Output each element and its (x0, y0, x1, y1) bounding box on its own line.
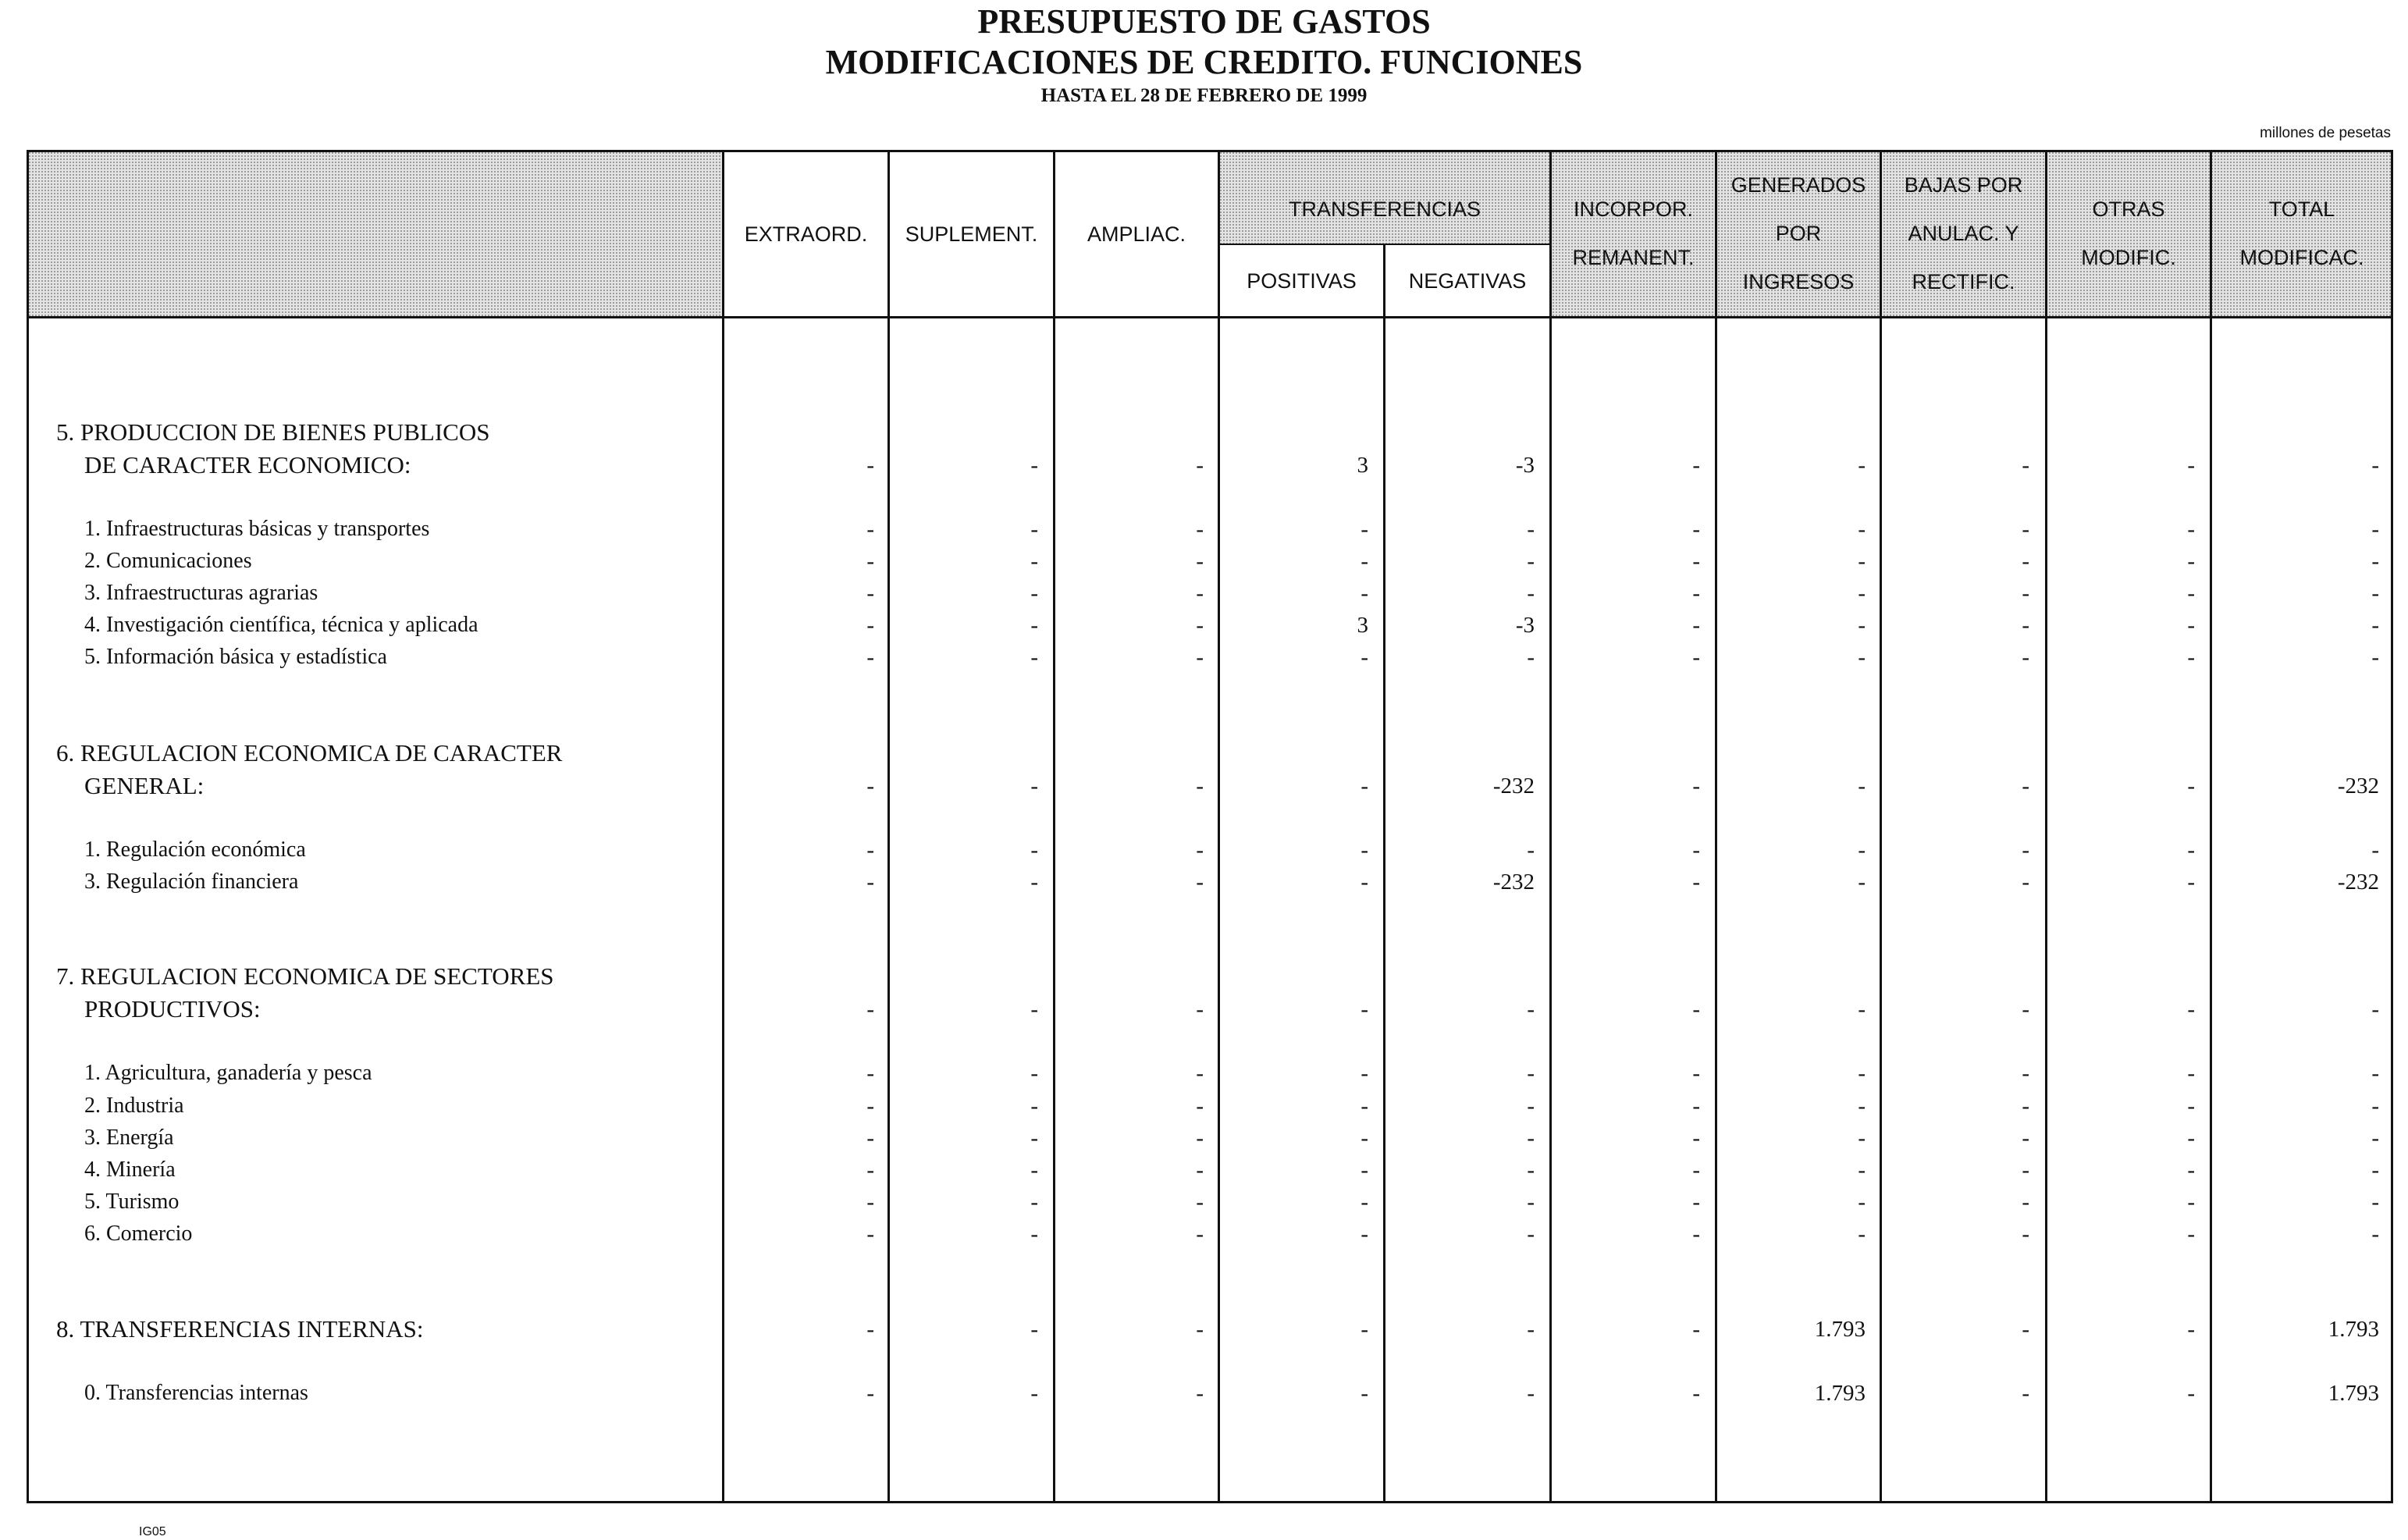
value-cell: - (2187, 1158, 2195, 1183)
value-cell: - (1196, 453, 1204, 478)
value-cell: - (1692, 1126, 1700, 1151)
value-cell: - (2022, 1190, 2029, 1215)
report-title: PRESUPUESTO DE GASTOS (977, 2, 1431, 41)
value-cell: - (2371, 517, 2379, 542)
value-cell: - (1692, 1061, 1700, 1086)
value-cell: - (1196, 581, 1204, 606)
value-cell: - (1858, 774, 1866, 798)
value-cell: - (1030, 1061, 1038, 1086)
value-cell: - (1692, 1222, 1700, 1247)
value-cell: - (1361, 1222, 1368, 1247)
col-divider (722, 150, 724, 1503)
value-cell: - (1030, 1094, 1038, 1119)
value-cell: - (2371, 453, 2379, 478)
value-cell: - (1858, 1190, 1866, 1215)
col-header-ampliac: AMPLIAC. (1087, 222, 1186, 246)
value-cell: - (1030, 838, 1038, 862)
value-cell: - (2022, 1222, 2029, 1247)
table-row (28, 770, 2392, 802)
value-cell: - (2187, 1222, 2195, 1247)
value-cell: - (2022, 1061, 2029, 1086)
value-cell: - (1030, 549, 1038, 574)
row-label: 3. Regulación financiera (84, 870, 299, 894)
value-cell: - (1527, 581, 1535, 606)
value-cell: - (1196, 549, 1204, 574)
value-cell: - (1030, 774, 1038, 798)
value-cell: - (1361, 1158, 1368, 1183)
value-cell: - (1196, 1381, 1204, 1406)
value-cell: - (2187, 1317, 2195, 1342)
value-cell: - (1030, 517, 1038, 542)
value-cell: - (1030, 1158, 1038, 1183)
row-label: 4. Minería (84, 1158, 176, 1182)
value-cell: - (1692, 1317, 1700, 1342)
value-cell: - (1692, 774, 1700, 798)
value-cell: - (2371, 1222, 2379, 1247)
value-cell: - (1858, 581, 1866, 606)
value-cell: - (1196, 774, 1204, 798)
value-cell: - (1196, 870, 1204, 894)
table-row (28, 1154, 2392, 1186)
value-cell: - (2187, 774, 2195, 798)
table-row (28, 1218, 2392, 1250)
value-cell: - (1692, 1381, 1700, 1406)
value-cell: - (1030, 1317, 1038, 1342)
value-cell: - (1030, 613, 1038, 638)
value-cell: - (1527, 549, 1535, 574)
value-cell: - (866, 581, 874, 606)
table-row (28, 609, 2392, 642)
units-label: millones de pesetas (2260, 125, 2391, 141)
value-cell: - (1196, 1190, 1204, 1215)
col-header-suplement: SUPLEMENT. (905, 222, 1038, 246)
table-row (28, 513, 2392, 546)
value-cell: -232 (2337, 774, 2379, 798)
value-cell: - (1361, 517, 1368, 542)
value-cell: - (2022, 549, 2029, 574)
row-label: 1. Regulación económica (84, 838, 306, 862)
value-cell: - (2187, 645, 2195, 670)
row-label: 1. Infraestructuras básicas y transportes (84, 517, 430, 541)
value-cell: - (1361, 838, 1368, 862)
value-cell: - (1527, 645, 1535, 670)
value-cell: - (2371, 1190, 2379, 1215)
value-cell: - (2022, 1094, 2029, 1119)
table-row (28, 1057, 2392, 1090)
col-header-bajas-anulac: ANULAC. Y (1908, 222, 2019, 245)
value-cell: - (1361, 997, 1368, 1022)
value-cell: - (1361, 1190, 1368, 1215)
report-date: HASTA EL 28 DE FEBRERO DE 1999 (1040, 85, 1368, 106)
value-cell: - (1361, 774, 1368, 798)
value-cell: - (1858, 1158, 1866, 1183)
col-header-bajas: BAJAS POR (1904, 173, 2023, 197)
value-cell: - (2022, 581, 2029, 606)
col-header-generados-ingresos: INGRESOS (1742, 270, 1855, 293)
value-cell: - (1030, 1126, 1038, 1151)
value-cell: - (2022, 1158, 2029, 1183)
value-cell: - (1196, 1126, 1204, 1151)
value-cell: 1.793 (1814, 1381, 1866, 1406)
value-cell: - (2371, 997, 2379, 1022)
value-cell: - (2371, 1061, 2379, 1086)
value-cell: - (1527, 1094, 1535, 1119)
value-cell: - (2371, 645, 2379, 670)
value-cell: - (2022, 774, 2029, 798)
value-cell: - (866, 1381, 874, 1406)
table-row (28, 866, 2392, 898)
value-cell: - (866, 1190, 874, 1215)
value-cell: - (1196, 1094, 1204, 1119)
value-cell: - (2187, 1190, 2195, 1215)
table-row (28, 577, 2392, 610)
value-cell: - (2187, 1061, 2195, 1086)
table-row (28, 834, 2392, 866)
value-cell: - (1527, 997, 1535, 1022)
value-cell: - (1196, 517, 1204, 542)
value-cell: - (866, 838, 874, 862)
col-header-extraord: EXTRAORD. (744, 222, 868, 246)
value-cell: - (2022, 1126, 2029, 1151)
section-label: 7. REGULACION ECONOMICA DE SECTORES (56, 962, 554, 990)
value-cell: - (1858, 870, 1866, 894)
value-cell: - (866, 1158, 874, 1183)
table-row (28, 737, 2392, 770)
value-cell: - (1030, 1190, 1038, 1215)
value-cell: - (2022, 838, 2029, 862)
value-cell: - (1527, 1158, 1535, 1183)
col-divider (1053, 150, 1055, 1503)
value-cell: - (1692, 581, 1700, 606)
header-separator (28, 316, 2392, 318)
col-divider (887, 150, 890, 1503)
value-cell: - (866, 1094, 874, 1119)
value-cell: - (866, 1061, 874, 1086)
value-cell: - (2187, 838, 2195, 862)
section-label: 5. PRODUCCION DE BIENES PUBLICOS (56, 418, 490, 446)
value-cell: - (866, 1222, 874, 1247)
value-cell: - (1361, 1126, 1368, 1151)
value-cell: - (1858, 645, 1866, 670)
value-cell: - (2022, 870, 2029, 894)
value-cell: - (1361, 645, 1368, 670)
value-cell: - (1527, 1381, 1535, 1406)
value-cell: - (2187, 613, 2195, 638)
value-cell: - (2371, 613, 2379, 638)
value-cell: - (866, 774, 874, 798)
value-cell: - (866, 453, 874, 478)
value-cell: - (866, 613, 874, 638)
table-row (28, 993, 2392, 1026)
value-cell: - (1527, 838, 1535, 862)
value-cell: 3 (1357, 613, 1368, 638)
value-cell: -232 (1492, 870, 1535, 894)
value-cell: - (2187, 870, 2195, 894)
row-label: 6. Comercio (84, 1222, 193, 1246)
data-table (27, 150, 2393, 1503)
col-header-negativas: NEGATIVAS (1408, 269, 1527, 293)
value-cell: - (2187, 1381, 2195, 1406)
value-cell: - (1692, 517, 1700, 542)
value-cell: - (866, 1317, 874, 1342)
col-header-generados-por: POR (1775, 222, 1822, 245)
value-cell: - (2187, 549, 2195, 574)
value-cell: - (1361, 1317, 1368, 1342)
row-label: 0. Transferencias internas (84, 1381, 308, 1405)
value-cell: - (1527, 1061, 1535, 1086)
value-cell: 3 (1357, 453, 1368, 478)
value-cell: - (1692, 997, 1700, 1022)
value-cell: 1.793 (2328, 1381, 2379, 1406)
value-cell: - (1196, 1061, 1204, 1086)
value-cell: - (1196, 1222, 1204, 1247)
col-header-total-modificac: MODIFICAC. (2239, 246, 2364, 269)
value-cell: - (1196, 1158, 1204, 1183)
value-cell: - (1196, 613, 1204, 638)
value-cell: - (2371, 1094, 2379, 1119)
col-header-otras: OTRAS (2092, 197, 2165, 221)
value-cell: - (2022, 517, 2029, 542)
table-row (28, 1090, 2392, 1122)
row-label: 4. Investigación científica, técnica y aplicada (84, 613, 478, 637)
col-header-generados: GENERADOS (1730, 173, 1866, 197)
col-header-bajas-rectific: RECTIFIC. (1912, 270, 2015, 293)
col-header-positivas: POSITIVAS (1247, 269, 1357, 293)
value-cell: - (2371, 1158, 2379, 1183)
value-cell: - (1527, 1317, 1535, 1342)
report-title-block (0, 0, 2408, 109)
value-cell: -3 (1515, 453, 1535, 478)
value-cell: - (1858, 1126, 1866, 1151)
value-cell: - (2371, 838, 2379, 862)
table-row (28, 545, 2392, 578)
value-cell: - (866, 549, 874, 574)
col-divider (1218, 150, 1220, 1503)
value-cell: - (1858, 838, 1866, 862)
value-cell: - (1196, 838, 1204, 862)
value-cell: - (1692, 645, 1700, 670)
row-label: 5. Turismo (84, 1190, 180, 1214)
value-cell: - (1196, 1317, 1204, 1342)
value-cell: - (1692, 1190, 1700, 1215)
value-cell: - (1692, 1094, 1700, 1119)
value-cell: - (1030, 1222, 1038, 1247)
report-subtitle: MODIFICACIONES DE CREDITO. FUNCIONES (825, 43, 1583, 81)
value-cell: - (1030, 1381, 1038, 1406)
value-cell: - (1692, 613, 1700, 638)
value-cell: - (1527, 1126, 1535, 1151)
value-cell: - (1030, 453, 1038, 478)
col-header-remanent: REMANENT. (1572, 246, 1695, 269)
value-cell: - (1858, 517, 1866, 542)
value-cell: - (2022, 1317, 2029, 1342)
value-cell: - (866, 645, 874, 670)
section-label: PRODUCTIVOS: (84, 995, 261, 1023)
section-label: GENERAL: (84, 772, 205, 799)
value-cell: - (1030, 581, 1038, 606)
value-cell: 1.793 (2328, 1317, 2379, 1342)
value-cell: - (866, 997, 874, 1022)
value-cell: 1.793 (1814, 1317, 1866, 1342)
table-row (28, 641, 2392, 674)
value-cell: - (2187, 997, 2195, 1022)
value-cell: - (866, 1126, 874, 1151)
col-header-incorpor: INCORPOR. (1573, 197, 1693, 221)
value-cell: - (1858, 1222, 1866, 1247)
value-cell: - (2187, 453, 2195, 478)
value-cell: - (1858, 549, 1866, 574)
transferencias-split (1219, 244, 1552, 245)
footer-code: IG05 (139, 1525, 166, 1538)
value-cell: - (1196, 645, 1204, 670)
col-header-total: TOTAL (2268, 197, 2335, 221)
value-cell: - (1361, 549, 1368, 574)
col-header-otras-modific: MODIFIC. (2081, 246, 2176, 269)
section-label: 6. REGULACION ECONOMICA DE CARACTER (56, 739, 563, 766)
row-label: 5. Información básica y estadística (84, 645, 387, 669)
value-cell: - (1692, 838, 1700, 862)
table-row (28, 416, 2392, 449)
value-cell: - (1858, 613, 1866, 638)
table-row (28, 1186, 2392, 1218)
value-cell: - (866, 517, 874, 542)
value-cell: - (1030, 997, 1038, 1022)
row-label: 3. Infraestructuras agrarias (84, 581, 318, 605)
value-cell: - (1030, 645, 1038, 670)
value-cell: - (1527, 517, 1535, 542)
value-cell: - (1030, 870, 1038, 894)
value-cell: - (1692, 453, 1700, 478)
table-row (28, 1377, 2392, 1410)
table-row (28, 1122, 2392, 1154)
row-label: 3. Energía (84, 1126, 174, 1150)
value-cell: - (1527, 1222, 1535, 1247)
value-cell: - (2371, 1126, 2379, 1151)
value-cell: - (1361, 1381, 1368, 1406)
value-cell: - (2187, 581, 2195, 606)
value-cell: - (1361, 870, 1368, 894)
value-cell: - (2022, 997, 2029, 1022)
value-cell: - (2371, 549, 2379, 574)
value-cell: - (2371, 581, 2379, 606)
section-label: 8. TRANSFERENCIAS INTERNAS: (56, 1315, 424, 1343)
value-cell: - (1692, 549, 1700, 574)
value-cell: - (1361, 1061, 1368, 1086)
table-row (28, 960, 2392, 993)
value-cell: - (1692, 1158, 1700, 1183)
value-cell: -3 (1515, 613, 1535, 638)
value-cell: -232 (1492, 774, 1535, 798)
value-cell: - (1858, 1094, 1866, 1119)
value-cell: - (1361, 1094, 1368, 1119)
value-cell: - (1858, 1061, 1866, 1086)
value-cell: - (2022, 645, 2029, 670)
value-cell: - (2022, 613, 2029, 638)
section-label: DE CARACTER ECONOMICO: (84, 451, 411, 478)
table-row (28, 449, 2392, 482)
table-row (28, 1313, 2392, 1346)
value-cell: - (1196, 997, 1204, 1022)
value-cell: - (1858, 997, 1866, 1022)
row-label: 1. Agricultura, ganadería y pesca (84, 1061, 372, 1085)
value-cell: - (1361, 581, 1368, 606)
col-divider (1715, 150, 1717, 1503)
value-cell: -232 (2337, 870, 2379, 894)
value-cell: - (866, 870, 874, 894)
row-label: 2. Industria (84, 1094, 184, 1118)
row-label: 2. Comunicaciones (84, 549, 252, 573)
value-cell: - (1527, 1190, 1535, 1215)
col-divider (2210, 150, 2212, 1503)
value-cell: - (1692, 870, 1700, 894)
value-cell: - (2187, 1126, 2195, 1151)
col-header-transferencias: TRANSFERENCIAS (1288, 197, 1481, 221)
col-divider (1880, 150, 1882, 1503)
value-cell: - (2187, 1094, 2195, 1119)
value-cell: - (2022, 453, 2029, 478)
value-cell: - (2187, 517, 2195, 542)
col-divider (2045, 150, 2047, 1503)
value-cell: - (2022, 1381, 2029, 1406)
col-divider (1549, 150, 1552, 1503)
value-cell: - (1858, 453, 1866, 478)
